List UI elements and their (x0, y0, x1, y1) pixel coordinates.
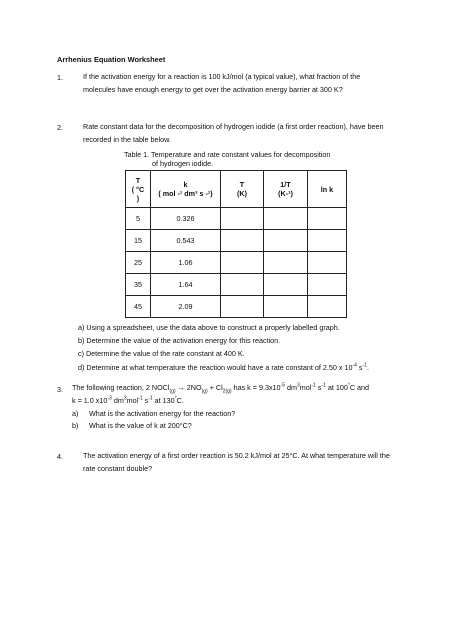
table-header-row (126, 171, 347, 208)
part-b: b) Determine the value of the activation energy for this reaction. (78, 336, 281, 346)
cell-temperature-k-blank (221, 252, 264, 274)
cell-temperature: 35 (126, 274, 151, 296)
table-row (126, 296, 347, 318)
cell-temperature-k-blank (221, 208, 264, 230)
header-ln-k (308, 171, 347, 208)
q3-l2-d: s (142, 395, 149, 405)
table-row (126, 230, 347, 252)
q3-l2-exp3: -1 (138, 395, 143, 402)
part-d-end: . (366, 362, 369, 372)
question-1-line-2: molecules have enough energy to get over the activation energy barrier at 300 K? (83, 85, 343, 94)
question-1-text (83, 70, 360, 96)
cell-ln-k-blank (308, 296, 347, 318)
cell-inverse-temperature-blank (264, 296, 308, 318)
q3-l1-i: C and (349, 383, 370, 392)
question-4-line-2: rate constant double? (83, 464, 153, 473)
q3-l1-f: mol (299, 383, 312, 392)
q3-l1-exp2: 3 (296, 382, 300, 389)
cell-temperature: 25 (126, 252, 151, 274)
header-t-unit-close: ) (136, 193, 140, 203)
q3-l1-e: dm (285, 383, 297, 392)
q3-l2-exp2: 3 (123, 395, 127, 402)
part-d-unit: s (356, 362, 363, 372)
cell-ln-k-blank (308, 274, 347, 296)
q3-l1-c: + Cl (207, 383, 223, 392)
q3-l2-f: C. (176, 395, 184, 405)
part-d-exponent: -4 (352, 362, 357, 369)
header-inv-symbol: 1/T (280, 180, 291, 189)
question-2-line-1: Rate constant data for the decomposition of hydrogen iodide (a first order reaction), have been (83, 122, 384, 131)
table-caption-line-2: of hydrogen iodide. (152, 159, 214, 168)
q3-l1-deg: ° (347, 382, 350, 389)
table-row (126, 252, 347, 274)
question-4-text (83, 449, 390, 475)
table-row (126, 208, 347, 230)
q3-l2-exp1: -3 (107, 395, 112, 402)
header-temperature-k (221, 171, 264, 208)
question-1-number: 1. (57, 73, 63, 82)
q3-l1-sub1: (g) (169, 388, 176, 395)
header-inv-unit: (K‑¹) (278, 189, 293, 198)
question-3-number: 3. (57, 385, 63, 394)
table-caption (124, 150, 330, 168)
question-4-number: 4. (57, 452, 63, 461)
header-temperature-c (126, 171, 151, 208)
q3-part-b-letter: b) (72, 421, 79, 431)
question-3-line-1 (72, 382, 369, 395)
q3-part-b-text: What is the value of k at 200°C? (89, 421, 192, 431)
part-c: c) Determine the value of the rate constant at 400 K. (78, 349, 245, 359)
cell-temperature-k-blank (221, 296, 264, 318)
cell-temperature: 5 (126, 208, 151, 230)
part-d-unit-exponent: -1 (362, 362, 367, 369)
q3-l2-e: at 130 (152, 395, 175, 405)
q3-part-a-text: What is the activation energy for the reaction? (89, 408, 236, 418)
table-row (126, 274, 347, 296)
part-d-text: d) Determine at what temperature the reaction would have a rate constant of 2.50 x 10 (78, 362, 353, 372)
cell-rate-constant: 0.326 (151, 208, 221, 230)
header-inverse-temperature (264, 171, 308, 208)
header-k-unit: ( mol ‑¹ dm³ s ‑¹) (158, 189, 213, 198)
q3-l2-exp4: -1 (148, 395, 153, 402)
cell-temperature-k-blank (221, 230, 264, 252)
header-ln-symbol: ln k (320, 184, 334, 194)
question-3-part-a (72, 408, 369, 421)
header-t-unit: ( °C (131, 184, 145, 194)
header-rate-constant (151, 171, 221, 208)
question-2-line-2: recorded in the table below. (83, 135, 171, 144)
cell-inverse-temperature-blank (264, 208, 308, 230)
cell-inverse-temperature-blank (264, 230, 308, 252)
q3-l2-a: k = 1.0 x10 (72, 395, 108, 405)
cell-inverse-temperature-blank (264, 252, 308, 274)
q3-l1-exp4: -1 (321, 382, 326, 389)
q3-l2-b: dm (111, 395, 124, 405)
header-k-symbol: k (183, 180, 188, 189)
cell-rate-constant: 0.543 (151, 230, 221, 252)
cell-ln-k-blank (308, 208, 347, 230)
cell-rate-constant: 1.64 (151, 274, 221, 296)
q3-part-a-letter: a) (72, 408, 79, 418)
rate-constant-table (125, 170, 347, 318)
header-tk-unit: (K) (237, 189, 247, 198)
cell-ln-k-blank (308, 230, 347, 252)
q3-l2-c: mol (126, 395, 139, 405)
table-caption-line-1: Table 1. Temperature and rate constant values for decomposition (124, 150, 331, 159)
question-3-text (72, 382, 369, 433)
cell-rate-constant: 2.09 (151, 296, 221, 318)
q3-l1-a: The following reaction, 2 NOCl (72, 383, 170, 392)
q3-l1-exp3: -1 (311, 382, 316, 389)
question-4-line-1: The activation energy of a first order reaction is 50.2 kJ/mol at 25°C. At what temperature will the (83, 451, 390, 460)
q3-l1-sub3: 2(g) (222, 388, 232, 395)
q3-l1-sub2: (g) (201, 388, 208, 395)
question-2-text (83, 120, 383, 146)
q3-l2-deg: ° (174, 395, 177, 402)
q3-l1-g: s (315, 383, 322, 392)
cell-temperature: 15 (126, 230, 151, 252)
part-a: a) Using a spreadsheet, use the data above to construct a properly labelled graph. (78, 323, 340, 332)
header-t-symbol: T (135, 175, 141, 185)
header-tk-symbol: T (239, 180, 245, 189)
q3-l1-exp1: -5 (280, 382, 285, 389)
cell-temperature-k-blank (221, 274, 264, 296)
cell-ln-k-blank (308, 252, 347, 274)
question-2-parts (78, 321, 369, 374)
question-1-line-1: If the activation energy for a reaction is 100 kJ/mol (a typical value), what fraction of the (83, 72, 361, 81)
question-3-part-b (72, 420, 369, 433)
part-d (78, 361, 369, 374)
q3-l1-b: → 2NO (175, 383, 202, 392)
cell-temperature: 45 (126, 296, 151, 318)
cell-rate-constant: 1.06 (151, 252, 221, 274)
worksheet-title: Arrhenius Equation Worksheet (57, 55, 166, 64)
question-2-number: 2. (57, 123, 63, 132)
q3-l1-h: at 100 (325, 383, 348, 392)
q3-l1-d: has k = 9.3x10 (231, 383, 281, 392)
cell-inverse-temperature-blank (264, 274, 308, 296)
question-3-line-2 (72, 395, 369, 408)
